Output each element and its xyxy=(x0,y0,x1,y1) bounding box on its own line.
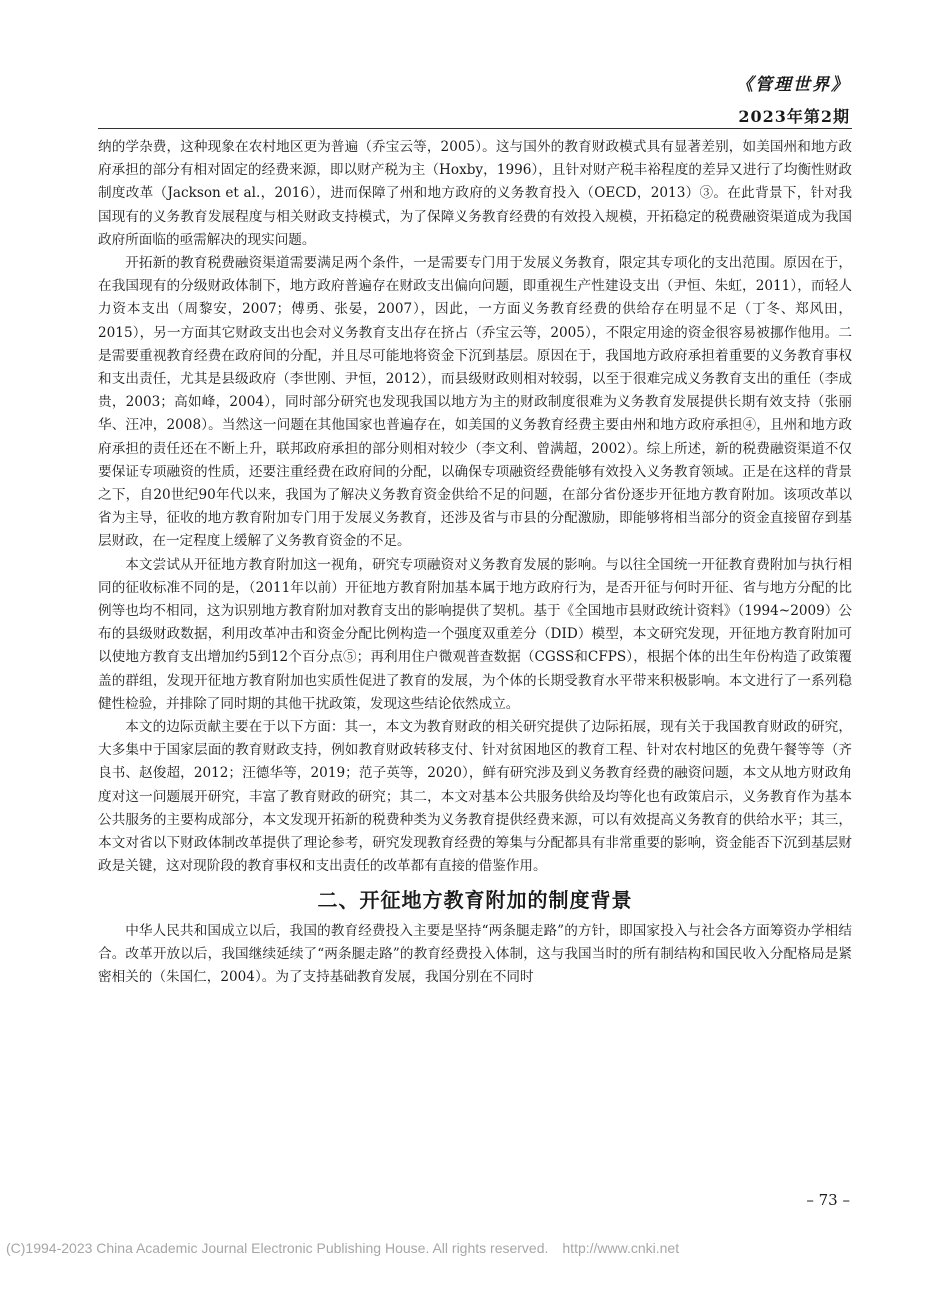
paragraph-2: 开拓新的教育税费融资渠道需要满足两个条件，一是需要专门用于发展义务教育，限定其专项化的支出范围。原因在于，在我国现有的分级财政体制下，地方政府普遍存在财政支出偏向问题，即重视生产性建设支出（尹恒、朱虹，2011），而轻人力资本支出（周黎安，2007；傅勇、张晏，2007），因此，一方面义务教育经费的供给存在明显不足（丁冬、郑风田，2015），另一方面其它财政支出也会对义务教育支出存在挤占（乔宝云等，2005），不限定用途的资金很容易被挪作他用。二是需要重视教育经费在政府间的分配，并且尽可能地将资金下沉到基层。原因在于，我国地方政府承担着重要的义务教育事权和支出责任，尤其是县级政府（李世刚、尹恒，2012），而县级财政则相对较弱，以至于很难完成义务教育支出的重任（李成贵，2003；高如峰，2004），同时部分研究也发现我国以地方为主的财政制度很难为义务教育发展提供长期有效支持（张丽华、汪冲，2008）。当然这一问题在其他国家也普遍存在，如美国的义务教育经费主要由州和地方政府承担④，且州和地方政府承担的责任还在不断上升，联邦政府承担的部分则相对较少（李文利、曾满超，2002）。综上所述，新的税费融资渠道不仅要保证专项融资的性质，还要注重经费在政府间的分配，以确保专项融资经费能够有效投入义务教育领域。正是在这样的背景之下，自20世纪90年代以来，我国为了解决义务教育资金供给不足的问题，在部分省份逐步开征地方教育附加。该项改革以省为主导，征收的地方教育附加专门用于发展义务教育，还涉及省与市县的分配激励，即能够将相当部分的资金直接留存到基层财政，在一定程度上缓解了义务教育资金的不足。 xyxy=(98,255,852,550)
footer-copyright: (C)1994-2023 China Academic Journal Electronic Publishing House. All rights reserved. xyxy=(6,1240,549,1256)
section-paragraph: 中华人民共和国成立以后，我国的教育经费投入主要是坚持“两条腿走路”的方针，即国家投入与社会各方面筹资办学相结合。改革开放以后，我国继续延续了“两条腿走路”的教育经费投入体制，这与我国当时的所有制结构和国民收入分配格局是紧密相关的（朱国仁，2004）。为了支持基础教育发展，我国分别在不同时 xyxy=(98,922,852,986)
article-body xyxy=(98,136,852,989)
paragraph-3: 本文尝试从开征地方教育附加这一视角，研究专项融资对义务教育发展的影响。与以往全国统一开征教育费附加与执行相同的征收标准不同的是，（2011年以前）开征地方教育附加基本属于地方政府行为，是否开征与何时开征、省与地方分配的比例等也均不相同，这为识别地方教育附加对教育支出的影响提供了契机。基于《全国地市县财政统计资料》（1994~2009）公布的县级财政数据，利用改革冲击和资金分配比例构造一个强度双重差分（DID）模型，本文研究发现，开征地方教育附加可以使地方教育支出增加约5到12个百分点⑤；再利用住户微观普查数据（CGSS和CFPS），根据个体的出生年份构造了政策覆盖的群组，发现开征地方教育附加也实质性促进了教育的发展，为个体的长期受教育水平带来积极影响。本文进行了一系列稳健性检验，并排除了同时期的其他干扰政策，发现这些结论依然成立。 xyxy=(98,556,852,712)
header-divider xyxy=(98,128,852,129)
paragraph-1: 纳的学杂费，这种现象在农村地区更为普遍（乔宝云等，2005）。这与国外的教育财政模式具有显著差别，如美国州和地方政府承担的部分有相对固定的经费来源，即以财产税为主（Hoxby，1996），且针对财产税丰裕程度的差异又进行了均衡性财政制度改革（Jackson et al.，2016），进而保障了州和地方政府的义务教育投入（OECD，2013）③。在此背景下，针对我国现有的义务教育发展程度与相关财政支持模式，为了保障义务教育经费的有效投入规模，开拓稳定的税费融资渠道成为我国政府所面临的亟需解决的现实问题。 xyxy=(98,139,852,248)
page-number: – 73 – xyxy=(806,1191,850,1209)
journal-title: 《管理世界》 xyxy=(736,75,850,95)
section-heading: 二、开征地方教育附加的制度背景 xyxy=(317,887,633,912)
paragraph-4: 本文的边际贡献主要在于以下方面：其一，本文为教育财政的相关研究提供了边际拓展，现有关于我国教育财政的研究，大多集中于国家层面的教育财政支持，例如教育财政转移支付、针对贫困地区的教育工程、针对农村地区的免费午餐等等（齐良书、赵俊超，2012；汪德华等，2019；范子英等，2020），鲜有研究涉及到义务教育经费的融资问题，本文从地方财政角度对这一问题展开研究，丰富了教育财政的研究；其二，本文对基本公共服务供给及均等化也有政策启示，义务教育作为基本公共服务的主要构成部分，本文发现开拓新的税费种类为义务教育提供经费来源，可以有效提高义务教育的供给水平；其三，本文对省以下财政体制改革提供了理论参考，研究发现教育经费的筹集与分配都具有非常重要的影响，资金能否下沉到基层财政是关键，这对现阶段的教育事权和支出责任的改革都有直接的借鉴作用。 xyxy=(98,719,852,875)
issue-label: 2023年第2期 xyxy=(738,107,850,126)
footer-url[interactable]: http://www.cnki.net xyxy=(562,1240,680,1256)
footer xyxy=(6,1240,679,1256)
